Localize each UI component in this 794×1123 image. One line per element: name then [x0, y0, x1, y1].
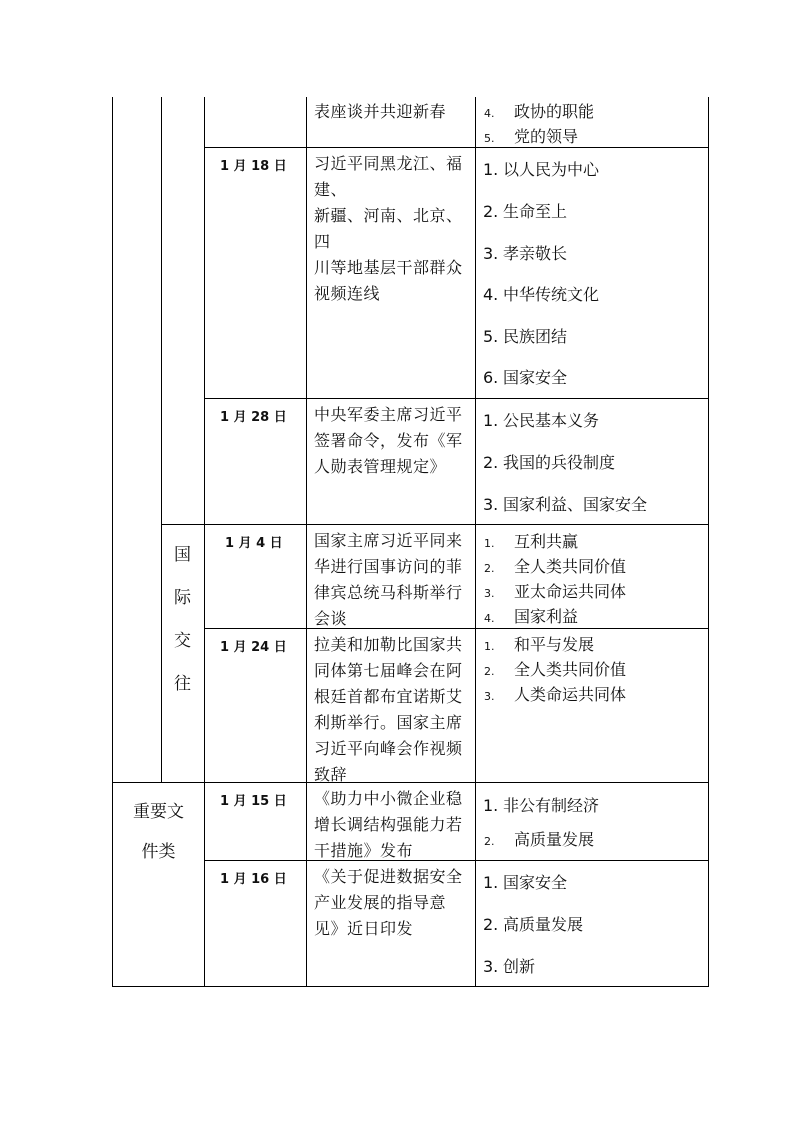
table-border — [204, 147, 709, 148]
subcategory-label: 国 际 交 往 — [174, 545, 191, 694]
list-item: 2. 高质量发展 — [483, 915, 584, 934]
event-text: 习近平同黑龙江、福建、 新疆、河南、北京、四 川等地基层干部群众 视频连线 — [314, 154, 463, 303]
date-cell: 1 月 4 日 — [225, 536, 283, 551]
table-border — [112, 986, 709, 987]
list-item: 2. 我国的兵役制度 — [483, 453, 616, 472]
list-item: 3. 人类命运共同体 — [484, 685, 627, 704]
list-item: 1. 互利共赢 — [484, 532, 579, 551]
list-item: 6. 国家安全 — [483, 368, 568, 387]
list-item: 2. 全人类共同价值 — [484, 660, 627, 679]
list-item: 4. 国家利益 — [484, 607, 579, 626]
list-item: 5. 党的领导 — [484, 127, 579, 146]
list-item: 1. 和平与发展 — [484, 635, 595, 654]
event-text: 表座谈并共迎新春 — [314, 102, 447, 121]
list-item: 1. 公民基本义务 — [483, 411, 600, 430]
table-border — [161, 524, 709, 525]
list-item: 3. 国家利益、国家安全 — [483, 495, 648, 514]
event-text: 拉美和加勒比国家共 同体第七届峰会在阿 根廷首都布宜诺斯艾 利斯举行。国家主席 习近平向峰会作视频 致辞 — [314, 635, 463, 784]
list-item: 1. 非公有制经济 — [483, 796, 600, 815]
date-cell: 1 月 15 日 — [220, 794, 287, 809]
list-item: 3. 亚太命运共同体 — [484, 582, 627, 601]
event-text: 国家主席习近平同来 华进行国事访问的菲 律宾总统马科斯举行 会谈 — [314, 531, 463, 628]
list-item: 1. 以人民为中心 — [483, 160, 600, 179]
event-text: 《关于促进数据安全 产业发展的指导意 见》近日印发 — [314, 867, 463, 938]
list-item: 5. 民族团结 — [483, 327, 568, 346]
category-label: 重要文 件类 — [133, 802, 184, 862]
list-item: 1. 国家安全 — [483, 873, 568, 892]
date-cell: 1 月 28 日 — [220, 410, 287, 425]
list-item: 3. 孝亲敬长 — [483, 244, 568, 263]
table-border — [306, 97, 307, 987]
table-border — [708, 97, 709, 987]
list-item: 3. 创新 — [483, 957, 536, 976]
list-item: 4. 中华传统文化 — [483, 285, 600, 304]
date-cell: 1 月 18 日 — [220, 159, 287, 174]
event-text: 《助力中小微企业稳 增长调结构强能力若 干措施》发布 — [314, 789, 463, 860]
list-item: 2. 生命至上 — [483, 202, 568, 221]
date-cell: 1 月 24 日 — [220, 640, 287, 655]
event-text: 中央军委主席习近平 签署命令，发布《军 人勋表管理规定》 — [314, 405, 463, 476]
table-border — [475, 97, 476, 987]
table-border — [204, 398, 709, 399]
list-item: 2. 全人类共同价值 — [484, 557, 627, 576]
list-item: 4. 政协的职能 — [484, 102, 595, 121]
table-border — [204, 97, 205, 987]
date-cell: 1 月 16 日 — [220, 872, 287, 887]
list-item: 2. 高质量发展 — [484, 830, 595, 849]
table-border — [161, 97, 162, 783]
